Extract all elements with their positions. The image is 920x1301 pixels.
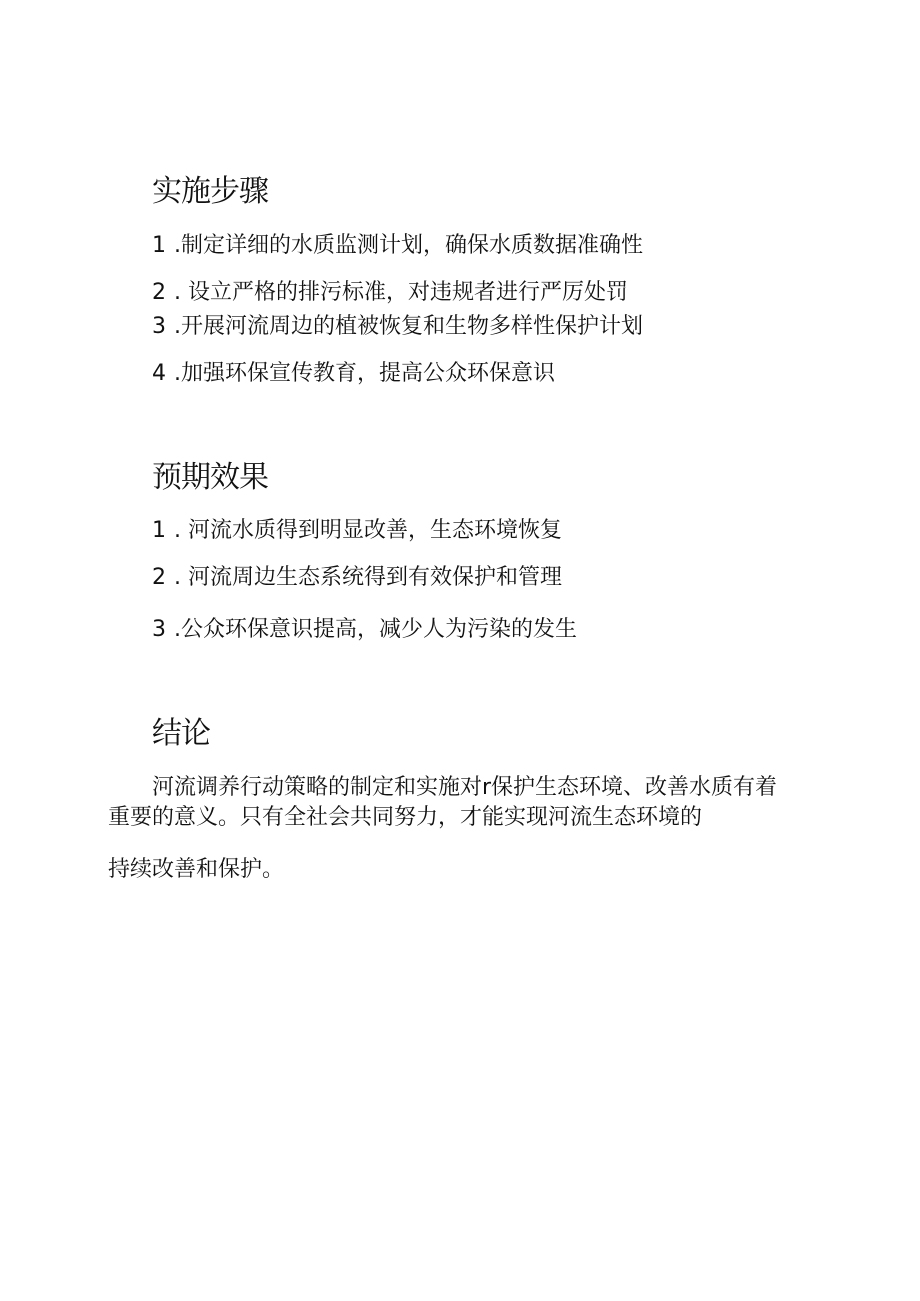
list-item [152, 360, 555, 388]
list-item-text: .加强环保宣传教育，提高公众环保意识 [174, 361, 555, 386]
list-item [152, 616, 577, 644]
section-heading-effects: 预期效果 [152, 460, 268, 495]
conclusion-paragraph-line: 重要的意义。只有全社会共同努力，才能实现河流生态环境的 [108, 805, 703, 830]
list-item [152, 517, 562, 545]
list-item [152, 564, 562, 592]
list-item-number: 1 [152, 233, 166, 258]
list-item-number: 3 [152, 314, 166, 339]
list-item-text: .制定详细的水质监测计划，确保水质数据准确性 [174, 233, 643, 258]
list-item [152, 279, 628, 307]
list-item-text: . 河流水质得到明显改善，生态环境恢复 [174, 518, 562, 543]
list-item-number: 4 [152, 361, 166, 386]
list-item [152, 232, 643, 260]
section-heading-steps: 实施步骤 [152, 174, 268, 209]
list-item-text: . 河流周边生态系统得到有效保护和管理 [174, 565, 562, 590]
list-item-text: .开展河流周边的植被恢复和生物多样性保护计划 [174, 314, 643, 339]
list-item [152, 313, 643, 341]
list-item-number: 3 [152, 617, 166, 642]
conclusion-paragraph-line: 持续改善和保护。 [108, 857, 285, 882]
list-item-text: .公众环保意识提高，减少人为污染的发生 [174, 617, 577, 642]
list-item-number: 1 [152, 518, 166, 543]
section-heading-conclusion: 结论 [152, 716, 210, 751]
list-item-number: 2 [152, 565, 166, 590]
conclusion-paragraph-line: 河流调养行动策略的制定和实施对r保护生态环境、改善水质有着 [152, 775, 778, 800]
list-item-text: . 设立严格的排污标准，对违规者进行严厉处罚 [174, 280, 628, 305]
list-item-number: 2 [152, 280, 166, 305]
